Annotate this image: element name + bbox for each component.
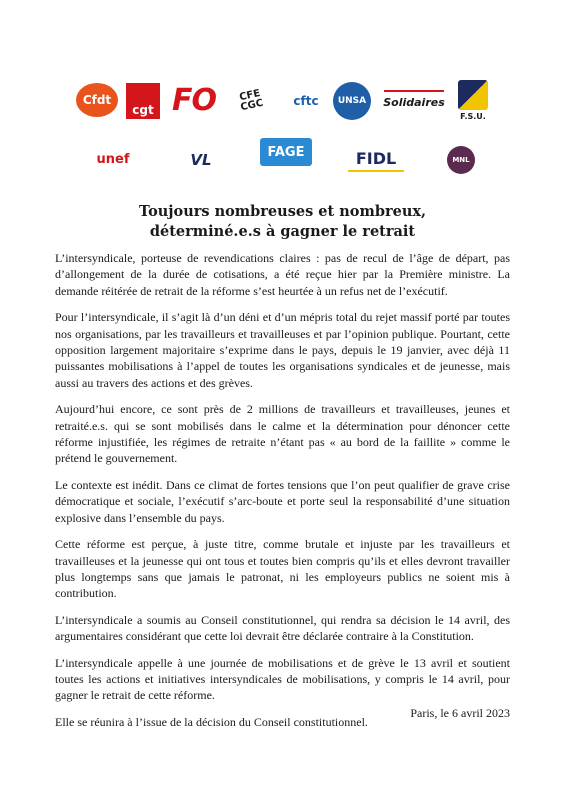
paragraph-7: L’intersyndicale appelle à une journée de mobilisations et de grève le 13 avril et soutient toutes les actions et initiatives intersyndicales de mobilisations, y compris le 14 avril, pour gagner le retrait de cette réforme. <box>55 655 510 703</box>
paragraph-2: Pour l’intersyndicale, il s’agit là d’un déni et d’un mépris total du rejet massif porté par toutes nos organisations, par les travailleurs et travailleuses et par l’opinion publique. Pourtant, cette opposition largement majoritaire s’exprime dans le pays, depuis le 19 janvier, avec déjà 11 puissantes mobilisations à l’appel de toutes les organisations syndicales et de jeunesse, mais aussi au travers des actions et des grèves. <box>55 310 510 390</box>
fage-logo-text: FAGE <box>267 144 305 160</box>
cfe-cgc-logo-text: CFE CGC <box>238 88 265 114</box>
document-title <box>0 202 565 242</box>
fsu-logo <box>455 80 491 124</box>
solidaires-logo-text: Solidaires <box>383 95 445 109</box>
unsa-logo <box>333 82 371 120</box>
cfe-cgc-logo <box>227 80 275 122</box>
paragraph-3: Aujourd’hui encore, ce sont près de 2 millions de travailleurs et travailleuses, jeunes et retraité.e.s. qui se sont mobilisés dans le calme et la détermination pour dénoncer cette réforme injustifiée, les régimes de retraite n’étant pas « au bord de la faillite » comme le prétend le gouvernement. <box>55 402 510 466</box>
unsa-logo-text: UNSA <box>337 96 367 106</box>
mnl-logo <box>447 146 475 174</box>
cftc-logo-text: cftc <box>293 94 319 108</box>
paragraph-5: Cette réforme est perçue, à juste titre, comme brutale et injuste par les travailleurs et travailleuses et la jeunesse qui ont tous et toutes bien compris qu’ils et elles devront travailler plus longtemps sans que jamais le patronat, ni les employeurs publics ne soient mis à contribution. <box>55 537 510 601</box>
fidl-logo-text: FIDL <box>355 148 397 168</box>
fage-logo <box>260 138 312 166</box>
title-line-2: déterminé.e.s à gagner le retrait <box>149 223 416 240</box>
title-line-1: Toujours nombreuses et nombreux, <box>138 203 427 220</box>
vl-logo <box>180 148 222 172</box>
cgt-logo <box>126 83 160 119</box>
signature-date: Paris, le 6 avril 2023 <box>410 706 510 720</box>
fo-logo <box>174 82 214 118</box>
paragraph-8: Elle se réunira à l’issue de la décision du Conseil constitutionnel. <box>55 714 368 729</box>
paragraph-1: L’intersyndicale, porteuse de revendications claires : pas de recul de l’âge de départ, pas d’allongement de la durée de cotisations, a été reçue hier par la Première ministre. La demande réitérée de retrait de la réforme s’est heurtée à un refus net de l’exécutif. <box>55 251 510 298</box>
fsu-logo-mark <box>458 80 488 110</box>
paragraph-6: L’intersyndicale a soumis au Conseil constitutionnel, qui rendra sa décision le 14 avril, des argumentaires considérant que cette loi devrait être déclarée contraire à la Constitution. <box>55 612 510 644</box>
paragraph-4: Le contexte est inédit. Dans ce climat de fortes tensions que l’on peut qualifier de grave crise démocratique et sociale, l’exécutif s’arc-boute et porte seul la responsabilité d’une situation explosive dans l’ensemble du pays. <box>55 477 510 525</box>
document-body <box>55 250 510 740</box>
cgt-logo-text: cgt <box>132 103 154 117</box>
vl-logo-text: VL <box>190 151 212 169</box>
cfdt-logo-text: Cfdt <box>82 93 112 107</box>
fidl-logo <box>348 146 404 172</box>
cftc-logo <box>288 88 324 114</box>
cfdt-logo <box>76 83 118 117</box>
fo-logo-text: FO <box>172 82 216 118</box>
unef-logo-text: unef <box>96 151 130 167</box>
fsu-logo-text: F.S.U. <box>460 112 486 121</box>
unef-logo <box>88 148 138 170</box>
mnl-logo-text: MNL <box>452 156 470 164</box>
union-logos <box>0 0 565 190</box>
solidaires-logo <box>384 90 444 112</box>
